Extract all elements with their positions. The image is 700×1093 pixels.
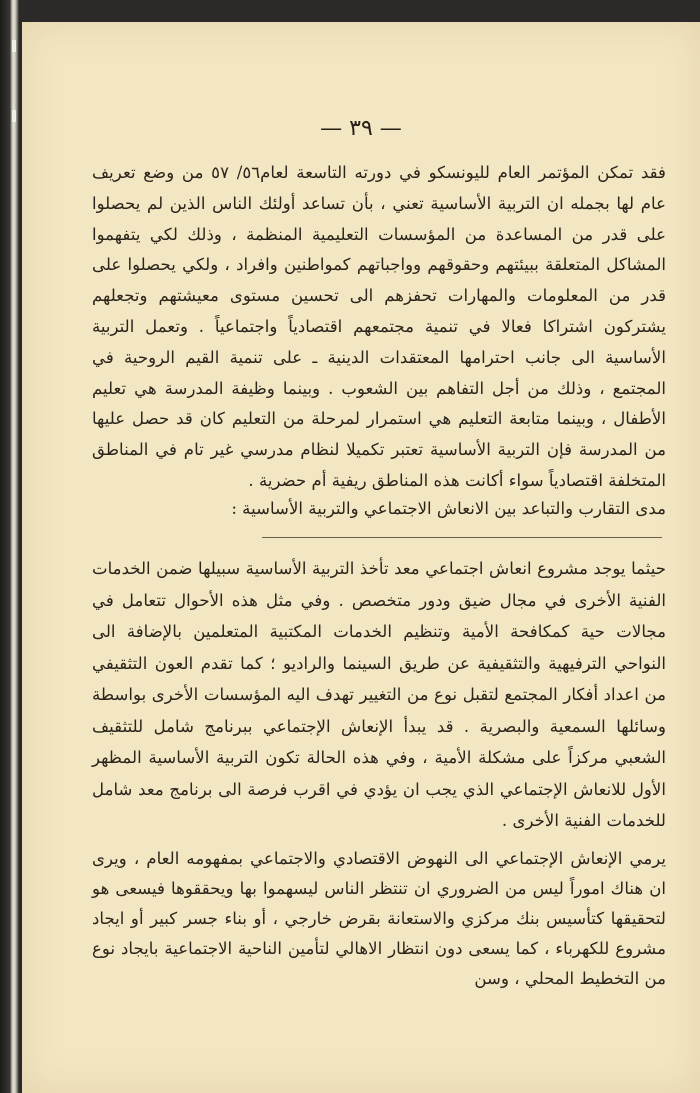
book-binding-edge <box>0 0 22 1093</box>
binding-stitch <box>12 40 16 52</box>
page-number: — ٣٩ — <box>320 116 402 141</box>
paragraph-text: يرمي الإنعاش الإجتماعي الى النهوض الاقتصادي والاجتماعي بمفهومه العام ، ويرى ان هناك اموراً ليس من الضروري ان تنتظر الناس ليسهموا بها ويحققوها فيسعى هو لتحقيقها كتأسيس بنك مركزي والاستعانة بقرض خارجي ، أو بناء جسر كبير أو ايجاد مشروع للكهرباء ، كما يسعى دون انتظار الاهالي لتأمين الناحية الاجتماعية بايجاد نوع من التخطيط المحلي ، وسن <box>92 849 666 988</box>
paragraph-economic-goals <box>92 844 666 994</box>
heading-underline <box>262 537 662 538</box>
paragraph-text: حيثما يوجد مشروع انعاش اجتماعي معد تأخذ التربية الأساسية سبيلها ضمن الخدمات الفنية الأخرى في مجال ضيق ودور متخصص . وفي مثل هذه الأحوال تتعامل في مجالات حية كمكافحة الأمية وتنظيم الخدمات المكتبية المتعلمين بالإضافة الى النواحي الترفيهية والتثقيفية عن طريق السينما والراديو ؛ كما تقدم العون التثقيفي من اعداد أفكار المجتمع لتقبل نوع من التغيير تهدف اليه المؤسسات الأخرى بواسطة وسائلها السمعية والبصرية . قد يبدأ الإنعاش الإجتماعي ببرنامج شامل للتثقيف الشعبي مركزاً على مشكلة الأمية ، وفي هذه الحالة تكون التربية الأساسية المظهر الأول للانعاش الإجتماعي الذي يجب ان يؤدي في اقرب فرصة الى برنامج معد شامل للخدمات الفنية الأخرى . <box>92 559 666 830</box>
paragraph-unesco-definition <box>92 158 666 497</box>
section-heading <box>92 499 666 521</box>
paragraph-text: فقد تمكن المؤتمر العام لليونسكو في دورته التاسعة لعام٥٦/ ٥٧ من وضع تعريف عام لها بجمله ان التربية الأساسية تعني ، بأن تساعد أولئك الناس الذين لم يحصلوا على قدر من المساعدة من المؤسسات التعليمية المنظمة ، وذلك لكي يتفهموا المشاكل المتعلقة ببيئتهم وحقوقهم وواجباتهم كمواطنين وافراد ، ولكي يحصلوا على قدر من المعلومات والمهارات تحفزهم الى تحسين مستوى معيشتهم وتجعلهم يشتركون اشتراكا فعالا في تنمية مجتمعهم اقتصادياً واجتماعياً . وتعمل التربية الأساسية الى جانب احترامها المعتقدات الدينية ـ على تنمية القيم الروحية في المجتمع ، وذلك من أجل التفاهم بين الشعوب . وبينما وظيفة المدرسة هي تعليم الأطفال ، وبينما متابعة التعليم هي استمرار لمرحلة من التعليم كان قد حصل عليها من المدرسة فإن التربية الأساسية تعتبر تكميلا لنظام مدرسي غير تام في المناطق المتخلفة اقتصادياً سواء أكانت هذه المناطق ريفية أم حضرية . <box>92 163 666 490</box>
paragraph-social-revival <box>92 553 666 837</box>
section-heading-text: مدى التقارب والتباعد بين الانعاش الاجتماعي والتربية الأساسية : <box>231 499 666 518</box>
binding-stitch <box>12 110 16 122</box>
scanned-page <box>22 22 700 1093</box>
